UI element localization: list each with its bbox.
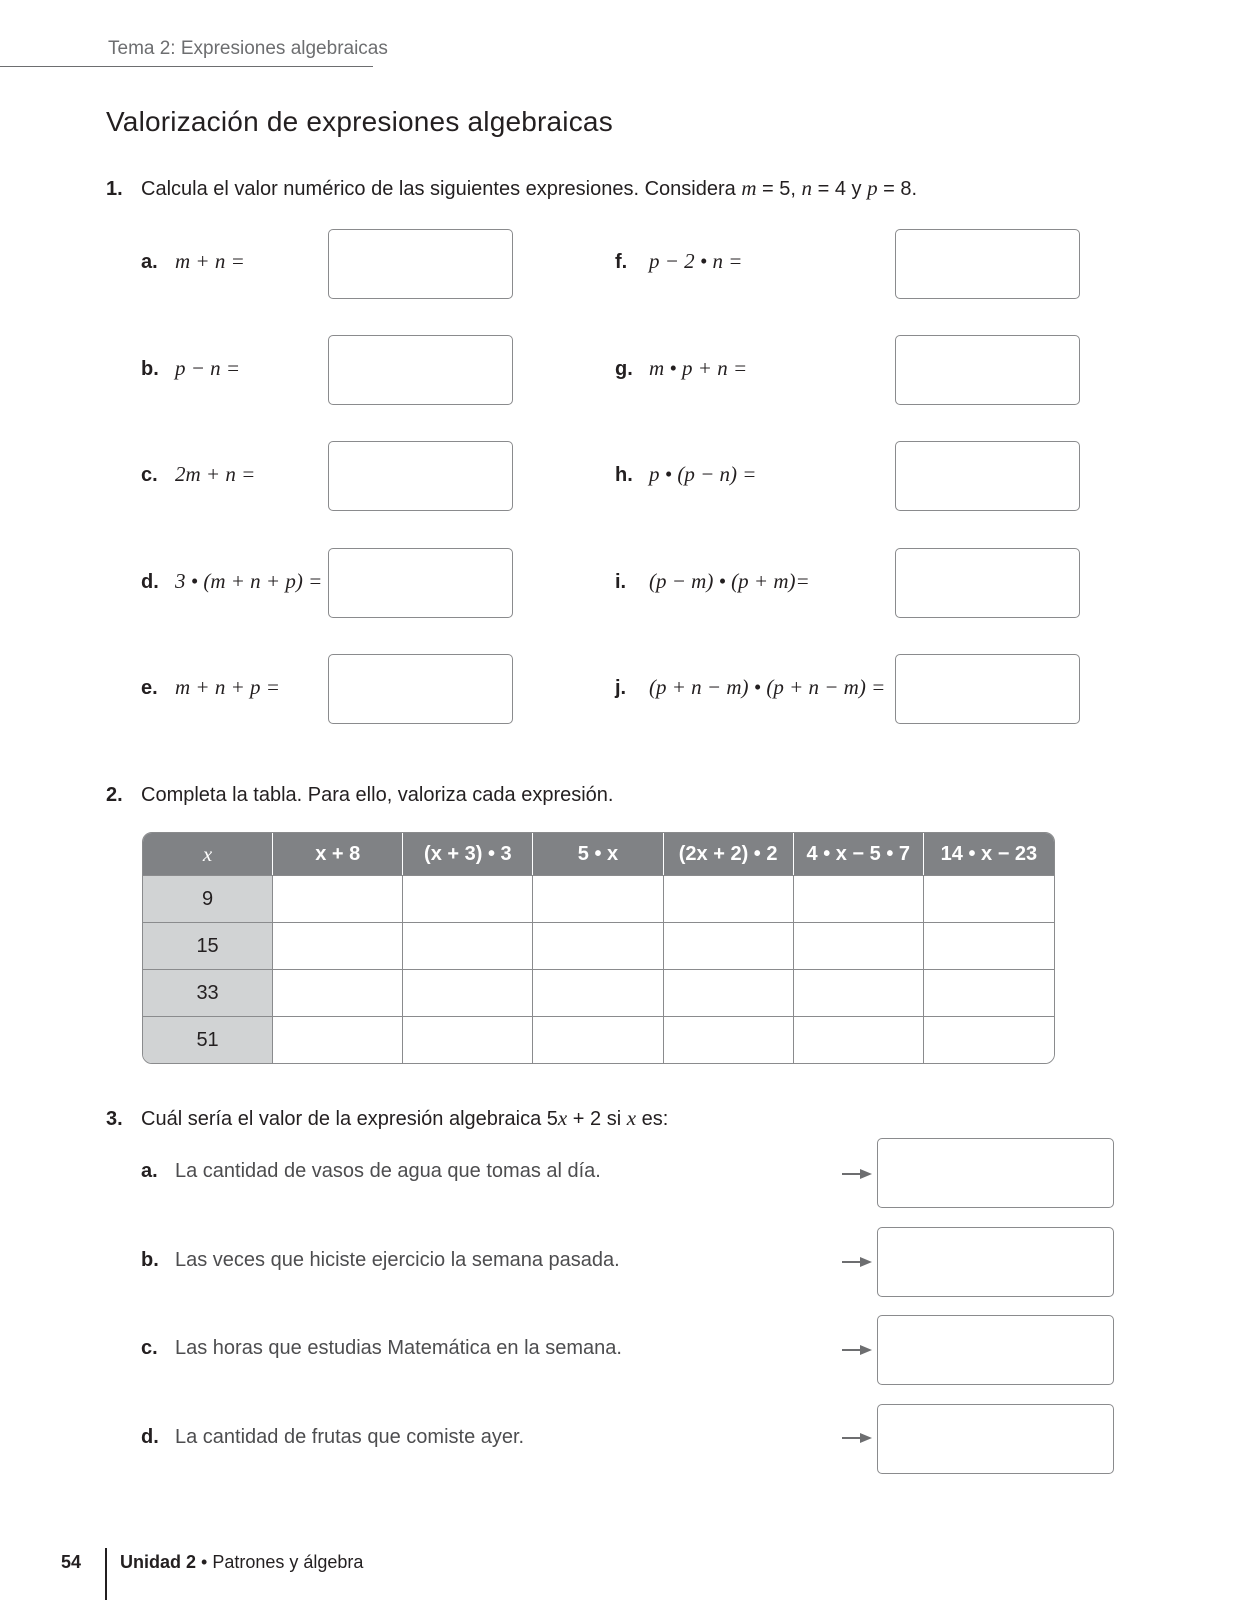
q1-item-j [615, 675, 885, 700]
q1-item-a-expr: m + n = [175, 249, 245, 273]
q3-text-after: es: [636, 1108, 669, 1130]
table-header: (2x + 2) • 2 [664, 833, 794, 875]
table-answer-cell[interactable] [664, 969, 794, 1016]
footer-divider [105, 1548, 107, 1600]
table-answer-cell[interactable] [794, 922, 924, 969]
q1-item-d-label: d. [141, 571, 159, 593]
q1-item-h [615, 462, 756, 487]
q1-item-b [141, 356, 240, 381]
table-row [143, 922, 1054, 969]
header-rule [0, 66, 373, 67]
q1-item-f [615, 249, 742, 274]
q1-item-b-expr: p − n = [175, 356, 241, 380]
table-header: 5 • x [533, 833, 663, 875]
table-answer-cell[interactable] [273, 922, 403, 969]
q1-item-f-label: f. [615, 251, 628, 273]
table-answer-cell[interactable] [794, 1016, 924, 1063]
table-answer-cell[interactable] [664, 922, 794, 969]
table-answer-cell[interactable] [924, 922, 1054, 969]
q1-answer-box-b[interactable] [328, 335, 513, 405]
q1-item-e-label: e. [141, 677, 158, 699]
footer-separator: • [196, 1552, 213, 1572]
q2-text: Completa la tabla. Para ello, valoriza cada expresión. [141, 784, 614, 806]
q1-var-p: p [867, 176, 878, 200]
q1-item-a-label: a. [141, 251, 158, 273]
q1-item-d-expr: 3 • (m + n + p) = [175, 569, 323, 593]
table-row [143, 969, 1054, 1016]
table-header-x: x [143, 833, 273, 875]
q1-item-e-expr: m + n + p = [175, 675, 280, 699]
q3-number: 3. [106, 1108, 123, 1130]
table-header: 4 • x − 5 • 7 [794, 833, 924, 875]
q1-item-i-label: i. [615, 571, 627, 593]
table-answer-cell[interactable] [403, 969, 533, 1016]
q1-answer-box-c[interactable] [328, 441, 513, 511]
q3-item-d [141, 1426, 524, 1449]
table-answer-cell[interactable] [794, 969, 924, 1016]
q1-answer-box-a[interactable] [328, 229, 513, 299]
table-row [143, 1016, 1054, 1063]
q3-answer-box-b[interactable] [877, 1227, 1114, 1297]
table-answer-cell[interactable] [664, 1016, 794, 1063]
table-answer-cell[interactable] [794, 875, 924, 922]
q1-item-h-label: h. [615, 464, 633, 486]
arrow-right-icon [842, 1256, 872, 1268]
q1-item-e [141, 675, 280, 700]
q1-var-m: m [741, 176, 757, 200]
q3-text-before: Cuál sería el valor de la expresión algebraica 5 [141, 1108, 558, 1130]
page-title: Valorización de expresiones algebraicas [106, 106, 613, 137]
q3-item-a [141, 1160, 601, 1183]
q3-item-d-text: La cantidad de frutas que comiste ayer. [175, 1426, 525, 1448]
q1-item-g [615, 356, 747, 381]
q2-instruction [106, 784, 613, 807]
q1-item-a [141, 249, 245, 274]
q1-n-value: = 4 y [812, 178, 868, 200]
table-answer-cell[interactable] [533, 875, 663, 922]
q1-var-n: n [801, 176, 813, 200]
q3-answer-box-a[interactable] [877, 1138, 1114, 1208]
table-answer-cell[interactable] [533, 969, 663, 1016]
q1-item-i-expr: (p − m) • (p + m)= [649, 569, 810, 593]
footer-subject: Patrones y álgebra [212, 1552, 364, 1572]
q1-answer-box-j[interactable] [895, 654, 1080, 724]
q3-item-a-text: La cantidad de vasos de agua que tomas al día. [175, 1160, 601, 1182]
q1-answer-box-e[interactable] [328, 654, 513, 724]
q1-instruction [106, 176, 917, 201]
table-answer-cell[interactable] [403, 875, 533, 922]
q3-item-b [141, 1249, 620, 1272]
q1-answer-box-d[interactable] [328, 548, 513, 618]
table-answer-cell[interactable] [273, 1016, 403, 1063]
q1-item-c-expr: 2m + n = [175, 462, 256, 486]
q3-instruction [106, 1106, 668, 1131]
q1-item-g-label: g. [615, 358, 633, 380]
table-row [143, 875, 1054, 922]
q3-item-c-text: Las horas que estudias Matemática en la semana. [175, 1337, 622, 1359]
table-header-row [143, 833, 1054, 875]
table-answer-cell[interactable] [664, 875, 794, 922]
q1-answer-box-h[interactable] [895, 441, 1080, 511]
q1-answer-box-i[interactable] [895, 548, 1080, 618]
q1-item-h-expr: p • (p − n) = [649, 462, 757, 486]
q3-var-x: x [557, 1106, 568, 1130]
footer-unit [120, 1552, 363, 1573]
q1-answer-box-g[interactable] [895, 335, 1080, 405]
table-x-value: 15 [143, 922, 273, 969]
table-answer-cell[interactable] [273, 969, 403, 1016]
q1-item-c [141, 462, 255, 487]
q1-item-c-label: c. [141, 464, 158, 486]
q3-item-b-text: Las veces que hiciste ejercicio la semana pasada. [175, 1249, 620, 1271]
q2-number: 2. [106, 784, 123, 806]
arrow-right-icon [842, 1168, 872, 1180]
table-x-value: 9 [143, 875, 273, 922]
footer-unit-name: Unidad 2 [120, 1552, 197, 1572]
q3-answer-box-d[interactable] [877, 1404, 1114, 1474]
q3-answer-box-c[interactable] [877, 1315, 1114, 1385]
q1-item-j-expr: (p + n − m) • (p + n − m) = [649, 675, 886, 699]
q3-item-a-label: a. [141, 1160, 158, 1182]
values-table [142, 832, 1055, 1064]
q3-item-c-label: c. [141, 1337, 158, 1359]
arrow-right-icon [842, 1344, 872, 1356]
table-header: 14 • x − 23 [924, 833, 1054, 875]
table-x-value: 33 [143, 969, 273, 1016]
q3-item-c [141, 1337, 622, 1360]
q1-p-value: = 8. [877, 178, 918, 200]
q1-item-d [141, 569, 322, 594]
q3-item-b-label: b. [141, 1249, 159, 1271]
table-x-value: 51 [143, 1016, 273, 1063]
table-answer-cell[interactable] [533, 922, 663, 969]
page-number: 54 [61, 1552, 82, 1572]
q1-item-b-label: b. [141, 358, 159, 380]
table-header: x + 8 [273, 833, 403, 875]
table-answer-cell[interactable] [924, 969, 1054, 1016]
header-topic: Tema 2: Expresiones algebraicas [108, 38, 388, 59]
table-answer-cell[interactable] [533, 1016, 663, 1063]
q1-text: Calcula el valor numérico de las siguientes expresiones. Considera [141, 178, 736, 200]
arrow-right-icon [842, 1432, 872, 1444]
q1-item-i [615, 569, 810, 594]
q1-item-f-expr: p − 2 • n = [649, 249, 743, 273]
q1-m-value: = 5, [756, 178, 802, 200]
table-answer-cell[interactable] [924, 1016, 1054, 1063]
q1-number: 1. [106, 178, 123, 200]
table-answer-cell[interactable] [403, 922, 533, 969]
q1-item-g-expr: m • p + n = [649, 356, 748, 380]
table-answer-cell[interactable] [924, 875, 1054, 922]
table-answer-cell[interactable] [273, 875, 403, 922]
table-header: (x + 3) • 3 [403, 833, 533, 875]
q3-text-mid: + 2 si [567, 1108, 627, 1130]
q1-item-j-label: j. [615, 677, 627, 699]
table-answer-cell[interactable] [403, 1016, 533, 1063]
q1-answer-box-f[interactable] [895, 229, 1080, 299]
q3-item-d-label: d. [141, 1426, 159, 1448]
q3-var-x-2: x [626, 1106, 637, 1130]
